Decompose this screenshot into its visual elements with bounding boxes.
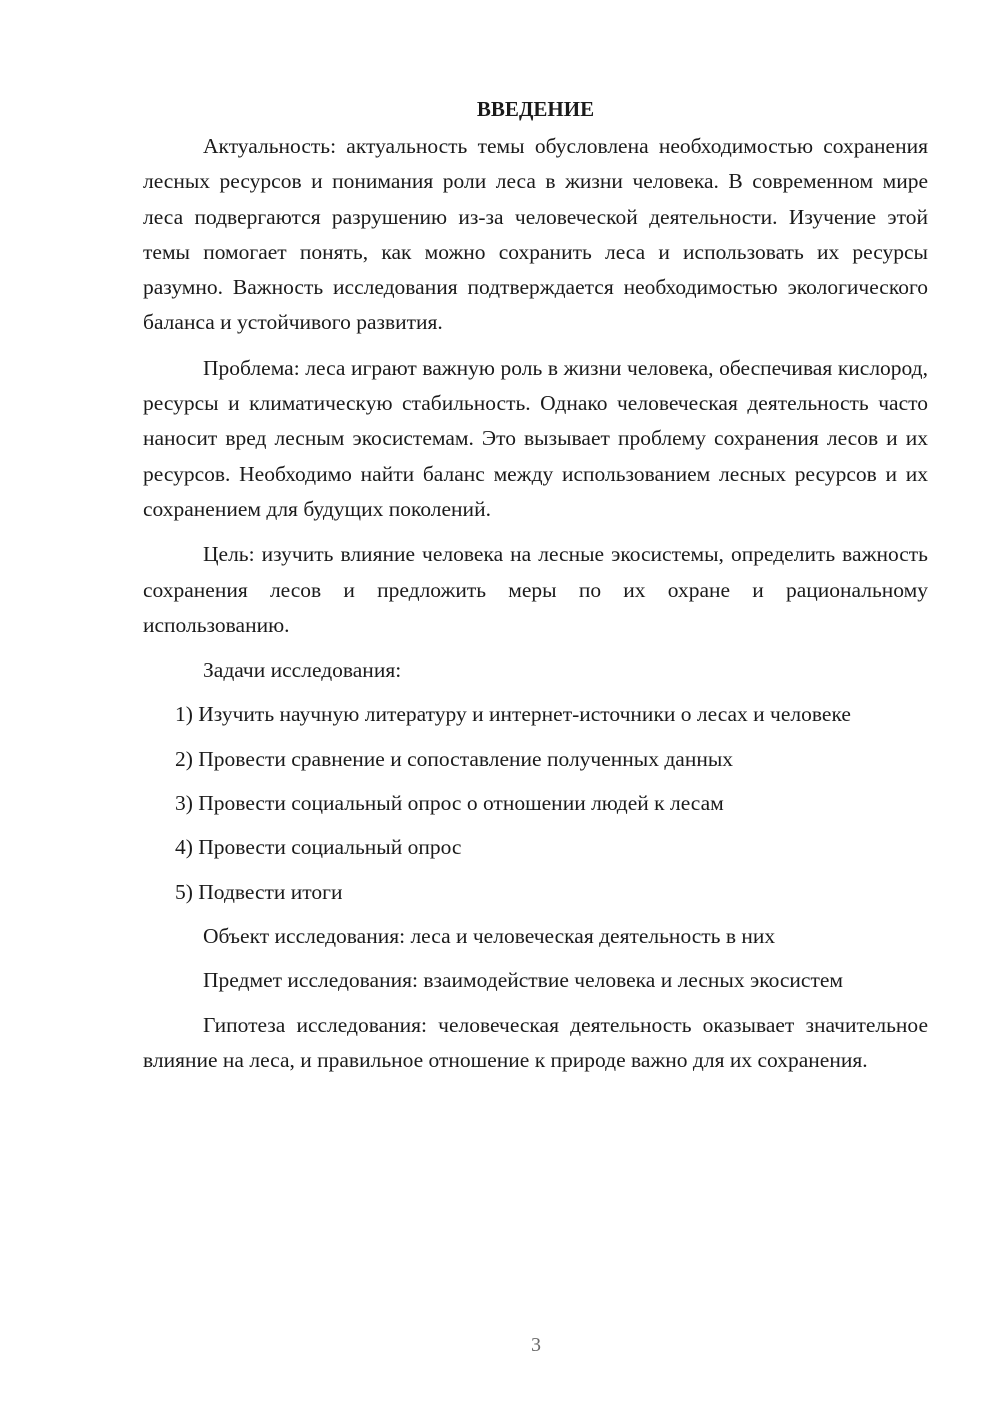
- problem-paragraph: Проблема: леса играют важную роль в жизни человека, обеспечивая кислород, ресурсы и климатическую стабильность. Однако человеческая деятельность часто наносит вред лесным экосистемам. Это вызывает проблему сохранения лесов и их ресурсов. Необходимо найти баланс между использованием лесных ресурсов и их сохранением для будущих поколений.: [143, 355, 928, 521]
- tasks-heading: Задачи исследования:: [203, 658, 402, 683]
- task-item: 4) Провести социальный опрос: [175, 835, 462, 860]
- task-item: 2) Провести сравнение и сопоставление полученных данных: [175, 746, 734, 771]
- task-item: 3) Провести социальный опрос о отношении людей к лесам: [175, 791, 724, 816]
- relevance-paragraph: Актуальность: актуальность темы обусловлена необходимостью сохранения лесных ресурсов и понимания роли леса в жизни человека. В современном мире леса подвергаются разрушению из-за человеческой деятельности. Изучение этой темы помогает понять, как можно сохранить леса и использовать их ресурсы разумно. Важность исследования подтверждается необходимостью экологического баланса и устойчивого развития.: [143, 134, 928, 335]
- section-title: ВВЕДЕНИЕ: [476, 97, 595, 121]
- page-number: 3: [531, 1334, 541, 1356]
- task-item: 1) Изучить научную литературу и интернет-источники о лесах и человеке: [175, 702, 851, 727]
- subject-paragraph: Предмет исследования: взаимодействие человека и лесных экосистем: [203, 968, 844, 993]
- task-item: 5) Подвести итоги: [175, 879, 343, 904]
- hypothesis-paragraph: Гипотеза исследования: человеческая деятельность оказывает значительное влияние на леса, и правильное отношение к природе важно для их сохранения.: [143, 1012, 928, 1072]
- document-page: [143, 92, 928, 1078]
- tasks-list: [143, 697, 928, 909]
- goal-paragraph: Цель: изучить влияние человека на лесные экосистемы, определить важность сохранения лесов и предложить меры по их охране и рациональному использованию.: [143, 542, 928, 637]
- object-paragraph: Объект исследования: леса и человеческая деятельность в них: [203, 923, 776, 948]
